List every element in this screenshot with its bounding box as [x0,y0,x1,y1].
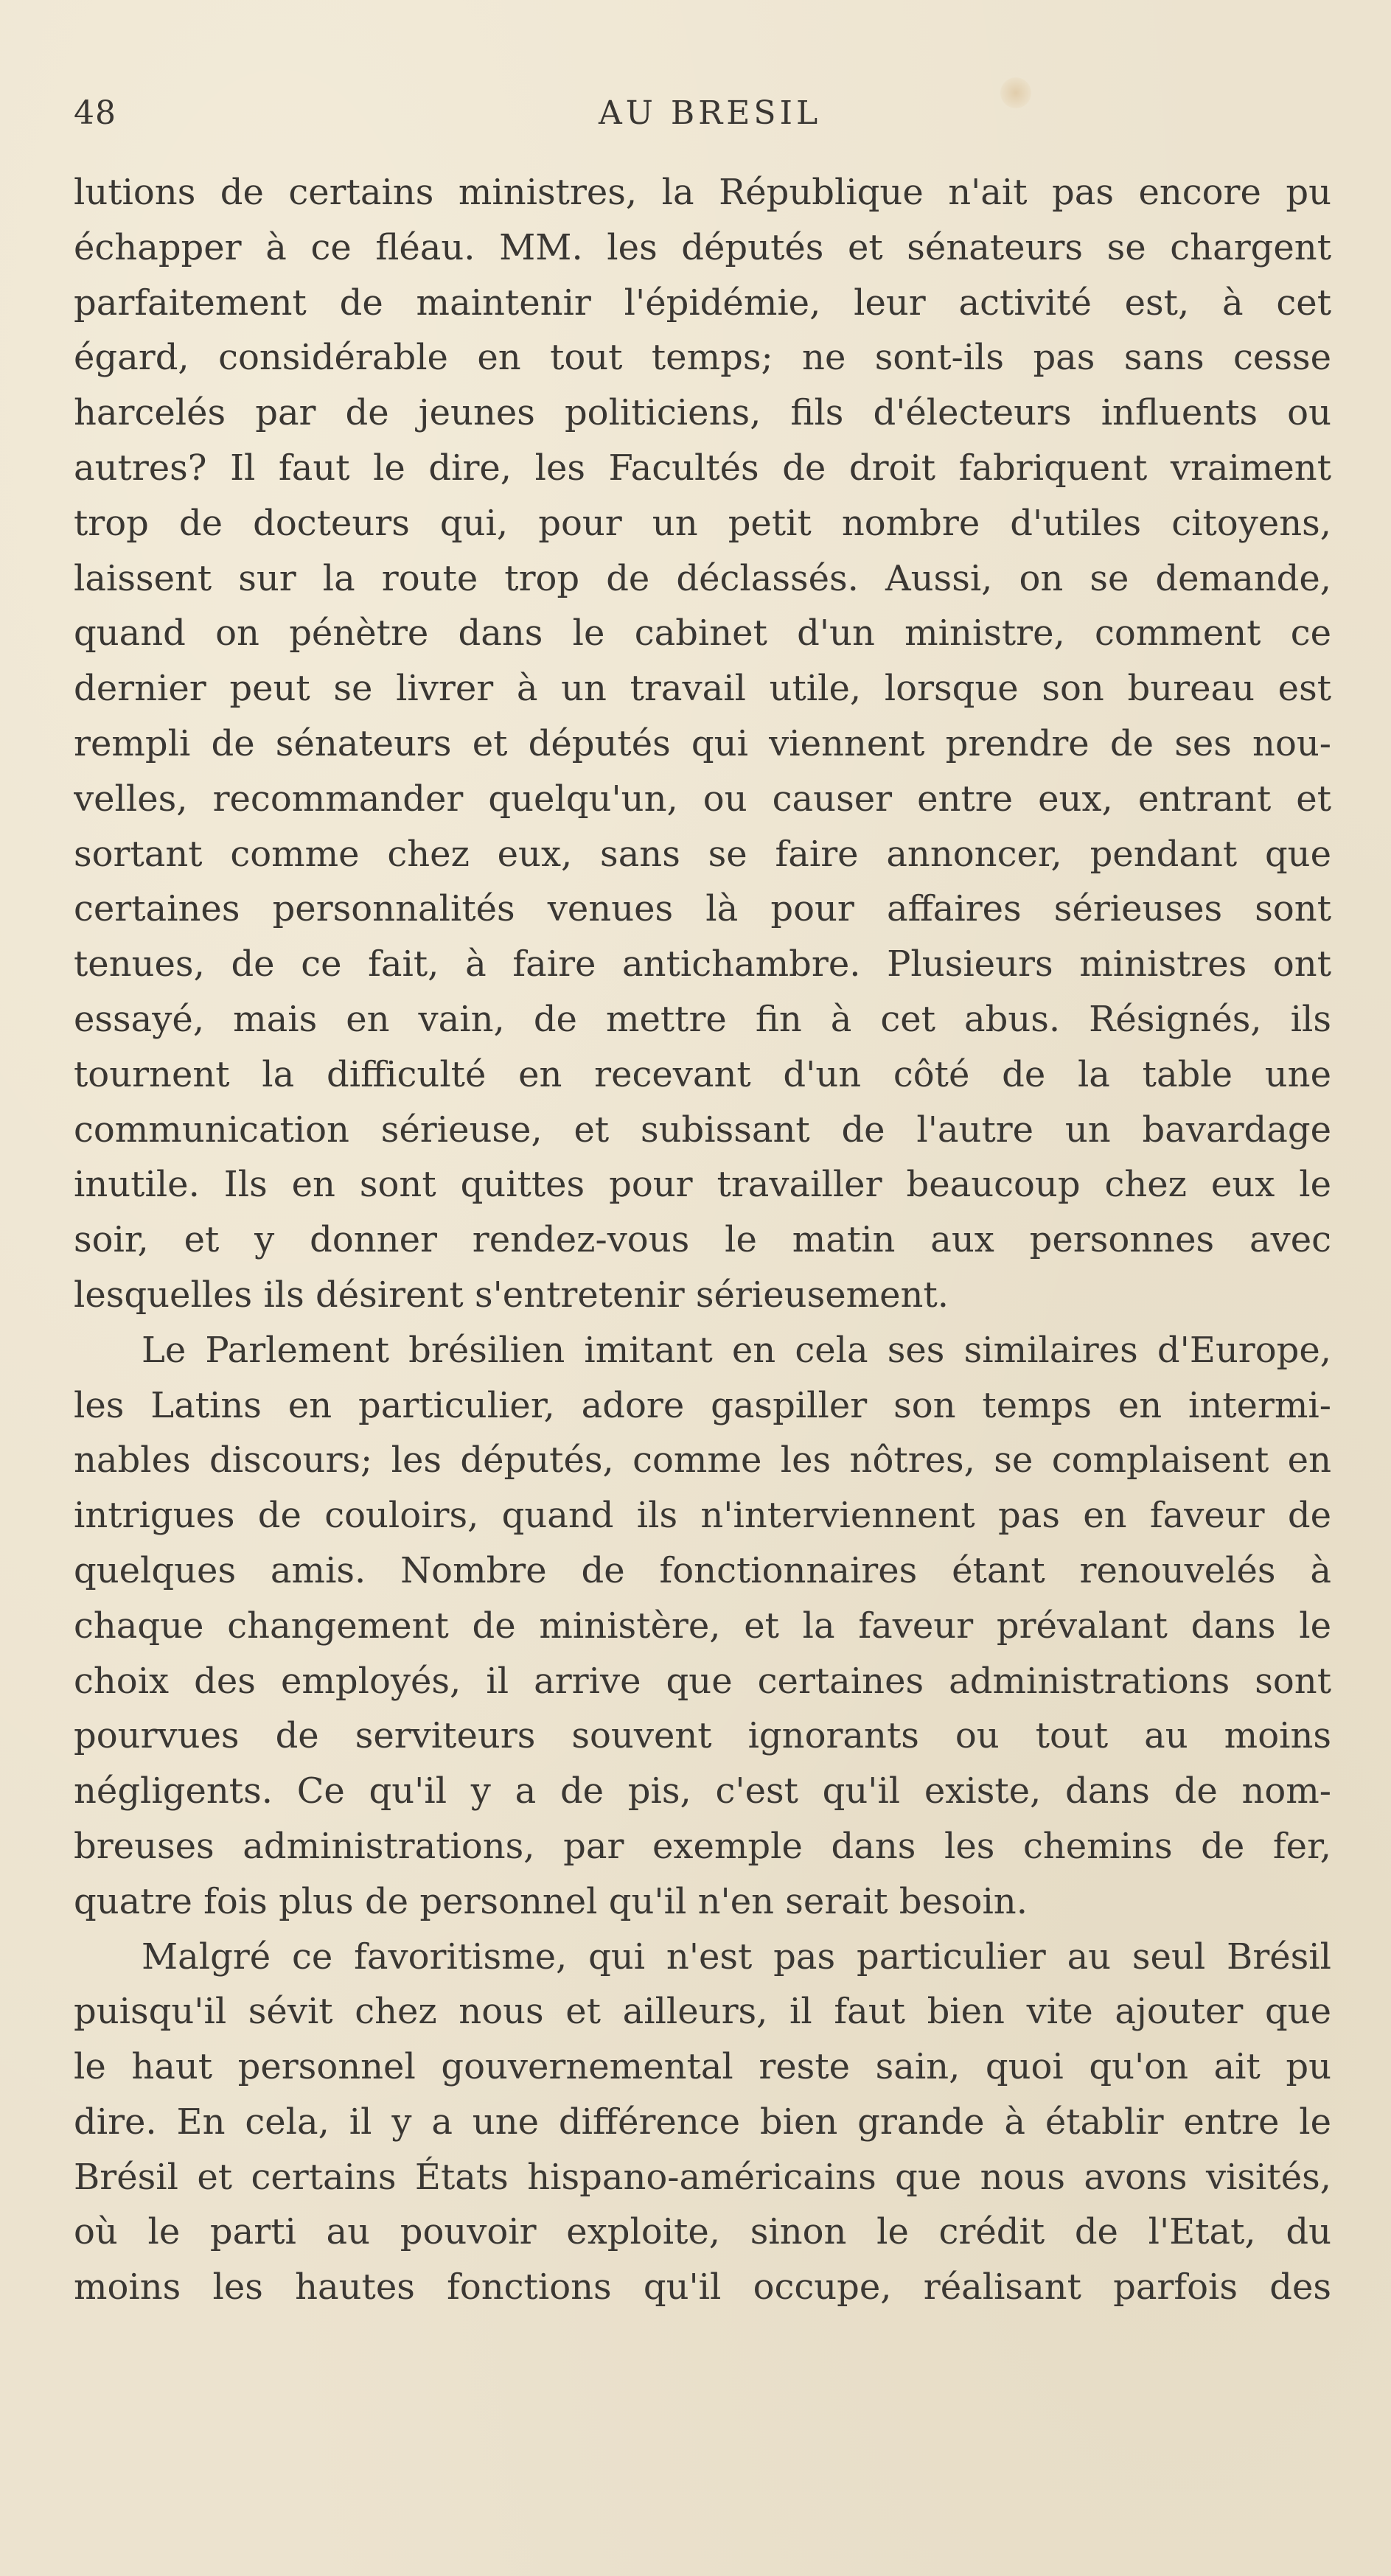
text-line: le haut personnel gouvernemental reste sain, quoi qu'on ait pu [74,2046,1331,2088]
text-line: quand on pénètre dans le cabinet d'un ministre, comment ce [74,612,1331,655]
text-line: tournent la difficulté en recevant d'un côté de la table une [74,1053,1331,1095]
text-line: harcelés par de jeunes politiciens, fils d'électeurs influents ou [74,392,1331,434]
text-line: dire. En cela, il y a une différence bien grande à établir entre le [74,2101,1331,2143]
paragraph [74,1323,1331,1930]
text-line: breuses administrations, par exemple dans les chemins de fer, [74,1825,1331,1867]
paragraph [74,1930,1331,2316]
text-line: nables discours; les députés, comme les nôtres, se complaisent en [74,1439,1331,1481]
text-line: Le Parlement brésilien imitant en cela ses similaires d'Europe, [142,1329,1331,1371]
text-line: communication sérieuse, et subissant de l'autre un bavardage [74,1109,1331,1151]
page-number: 48 [74,94,116,132]
running-title: AU BRESIL [599,94,822,132]
text-line: négligents. Ce qu'il y a de pis, c'est qu'il existe, dans de nom- [74,1770,1331,1812]
text-line: échapper à ce fléau. MM. les députés et sénateurs se chargent [74,226,1331,268]
text-line: quelques amis. Nombre de fonctionnaires étant renouvelés à [74,1549,1331,1591]
text-line: velles, recommander quelqu'un, ou causer entre eux, entrant et [74,778,1331,820]
text-line: où le parti au pouvoir exploite, sinon le crédit de l'Etat, du [74,2211,1331,2253]
text-line: Malgré ce favoritisme, qui n'est pas particulier au seul Brésil [142,1936,1331,1978]
text-line: lutions de certains ministres, la République n'ait pas encore pu [74,172,1331,213]
text-line: sortant comme chez eux, sans se faire annoncer, pendant que [74,833,1331,875]
paragraph [74,165,1331,1323]
body-text [74,165,1331,2315]
text-line: trop de docteurs qui, pour un petit nombre d'utiles citoyens, [74,502,1331,544]
text-line: parfaitement de maintenir l'épidémie, leur activité est, à cet [74,282,1331,324]
text-line: soir, et y donner rendez-vous le matin aux personnes avec [74,1219,1331,1261]
text-line: tenues, de ce fait, à faire antichambre. Plusieurs ministres ont [74,943,1331,985]
text-line: moins les hautes fonctions qu'il occupe, réalisant parfois des [74,2266,1331,2308]
text-line: rempli de sénateurs et députés qui viennent prendre de ses nou- [74,722,1331,764]
text-line: les Latins en particulier, adore gaspiller son temps en intermi- [74,1384,1331,1426]
text-line: inutile. Ils en sont quittes pour travailler beaucoup chez eux le [74,1164,1331,1206]
text-line: laissent sur la route trop de déclassés. Aussi, on se demande, [74,557,1331,599]
text-line: pourvues de serviteurs souvent ignorants ou tout au moins [74,1715,1331,1757]
text-line: certaines personnalités venues là pour affaires sérieuses sont [74,888,1331,930]
text-line: intrigues de couloirs, quand ils n'interviennent pas en faveur de [74,1495,1331,1537]
page-header [0,87,1391,146]
text-line: choix des employés, il arrive que certaines administrations sont [74,1660,1331,1702]
text-line: chaque changement de ministère, et la faveur prévalant dans le [74,1605,1331,1647]
text-line: essayé, mais en vain, de mettre fin à cet abus. Résignés, ils [74,998,1331,1040]
text-line: autres? Il faut le dire, les Facultés de droit fabriquent vraiment [74,447,1331,489]
text-line: puisqu'il sévit chez nous et ailleurs, il faut bien vite ajouter que [74,1991,1331,2033]
text-line: Brésil et certains États hispano-américains que nous avons visités, [74,2156,1331,2198]
text-line: égard, considérable en tout temps; ne sont-ils pas sans cesse [74,337,1331,379]
text-line: lesquelles ils désirent s'entretenir sérieusement. [74,1274,949,1316]
text-line: quatre fois plus de personnel qu'il n'en serait besoin. [74,1880,1028,1922]
text-line: dernier peut se livrer à un travail utile, lorsque son bureau est [74,668,1331,710]
paper-stain [1000,77,1031,108]
